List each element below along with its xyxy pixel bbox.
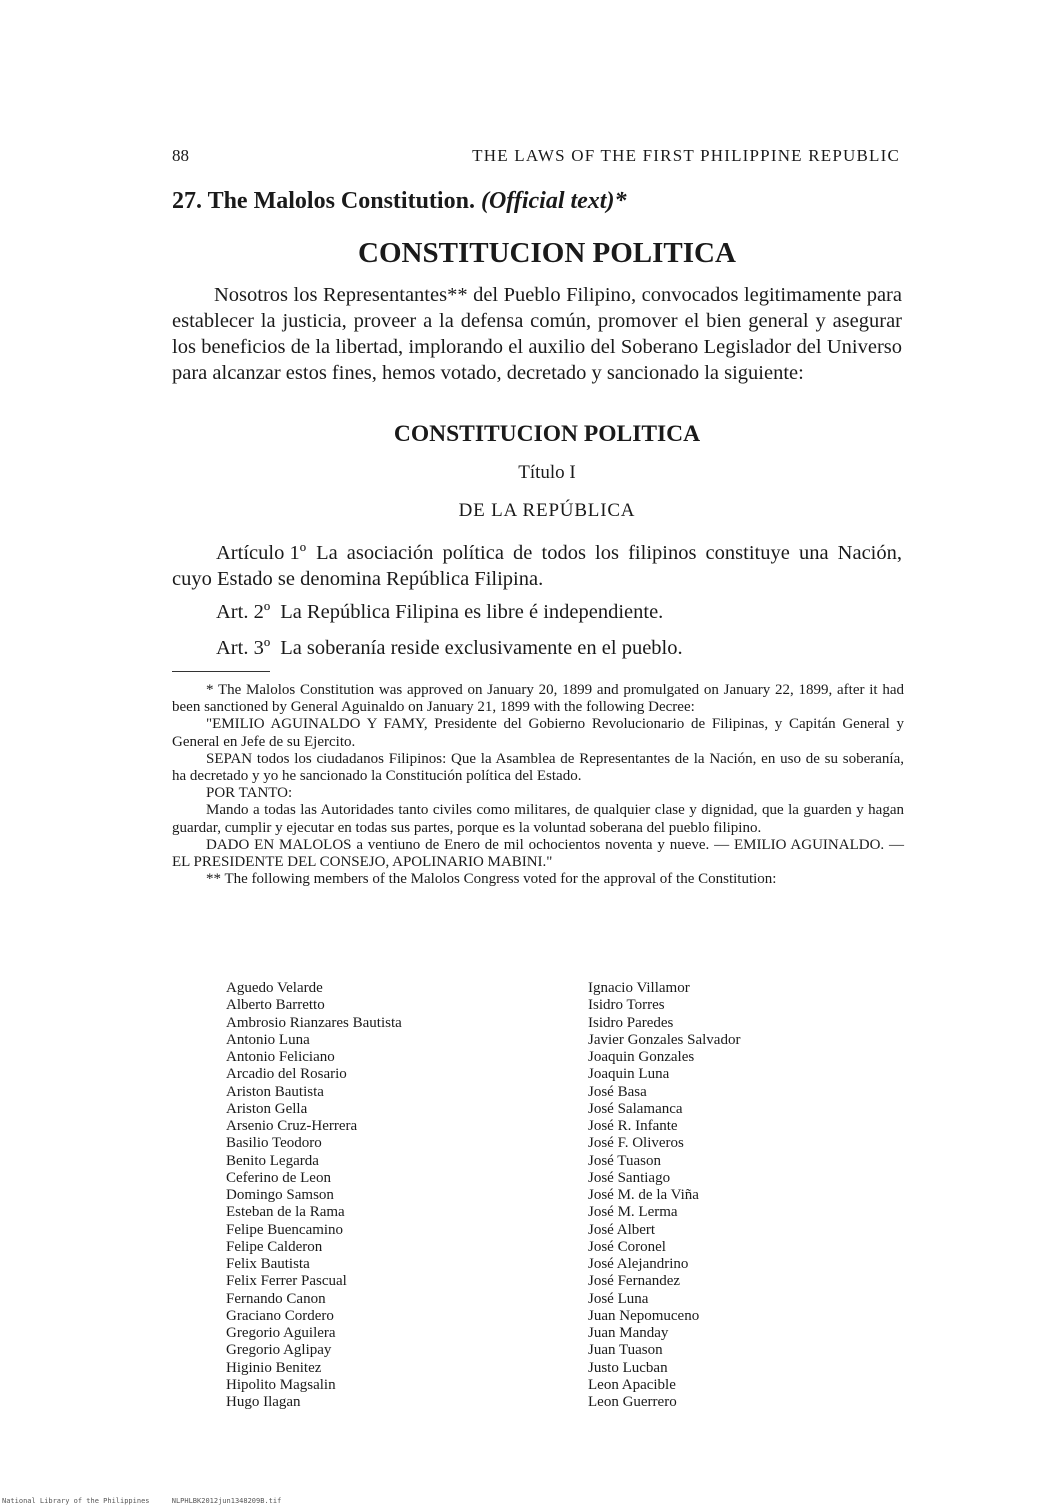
list-item: Gregorio Aguilera (226, 1325, 336, 1341)
list-item: José Fernandez (588, 1273, 681, 1290)
list-item: Felix Bautista (226, 1256, 310, 1272)
list-item: Hugo Ilagan (226, 1394, 301, 1410)
list-item: José R. Infante (588, 1118, 678, 1134)
list-item: Juan Nepomuceno (588, 1307, 700, 1324)
list-item: Benito Legarda (226, 1152, 319, 1169)
decree-dado: DADO EN MALOLOS a ventiuno de Enero de mil ochocientos noventa y nueve. — EMILIO AGUINALDO. — EL PRESIDENTE DEL CONSEJO, APOLINARIO MABINI." (172, 836, 904, 871)
title-official: (Official text)* (480, 188, 627, 214)
decree-heading: "EMILIO AGUINALDO Y FAMY, Presidente del Gobierno Revolucionario de Filipinas, y Capitán General y General en Jefe de su Ejercito. (172, 716, 904, 750)
list-item: José Santiago (588, 1169, 671, 1186)
footnote-1: * The Malolos Constitution was approved on January 20, 1899 and promulgated on January 22, 1899, after it had been sanctioned by General Aguinaldo on January 21, 1899 with the following Decree: (172, 682, 904, 716)
decree-mando: Mando a todas las Autoridades tanto civiles como militares, de qualquier clase y dignidad, que la guarden y hagan guardar, cumplir y ejecutar en todas sus partes, porque es la voluntad soberana del pueblo filipino. (172, 802, 904, 836)
list-item: José Tuason (588, 1152, 661, 1169)
scan-footer (2, 1497, 299, 1505)
list-item: Felipe Buencamino (226, 1221, 344, 1238)
list-item: Aguedo Velarde (226, 980, 323, 996)
list-item: Felix Ferrer Pascual (226, 1273, 347, 1290)
list-item: Joaquin Luna (588, 1066, 670, 1083)
titulo-name: DE LA REPÚBLICA (458, 500, 636, 521)
running-title: THE LAWS OF THE FIRST PHILIPPINE REPUBLIC (472, 146, 900, 165)
list-item: Ambrosio Rianzares Bautista (226, 1014, 402, 1031)
list-item: Ceferino de Leon (226, 1169, 331, 1186)
title-text: The Malolos Constitution. (207, 188, 475, 214)
titulo-label: Título I (518, 462, 576, 483)
article-2 (172, 599, 902, 625)
running-header (172, 146, 900, 168)
list-item: Graciano Cordero (226, 1307, 334, 1324)
list-item: José Salamanca (588, 1100, 683, 1117)
preamble: Nosotros los Representantes** del Pueblo Filipino, convocados legitimamente para establecer la justicia, proveer a la defensa común, promover el bien general y asegurar los beneficios de la libertad, implorando el auxilio del Soberano Legislador del Universo para alcanzar estos fines, hemos votado, decretado y sancionado la siguiente: (172, 284, 902, 384)
list-item: José Coronel (588, 1238, 666, 1255)
list-item: José Albert (588, 1221, 656, 1238)
list-item: Juan Manday (588, 1325, 669, 1341)
scan-file: NLPHLBK2012jun1348209B.tif (171, 1497, 282, 1505)
article-3-label: Art. 3º (216, 637, 271, 659)
list-item: José Luna (588, 1290, 649, 1307)
list-item: Leon Apacible (588, 1376, 676, 1393)
members-column-right (588, 980, 878, 1411)
list-item: José F. Oliveros (588, 1135, 684, 1152)
list-item: Alberto Barretto (226, 997, 325, 1014)
list-item: José Basa (588, 1083, 647, 1100)
list-item: Domingo Samson (226, 1187, 334, 1203)
list-item: Higinio Benitez (226, 1359, 322, 1376)
list-item: Antonio Luna (226, 1031, 310, 1048)
title-number: 27. (172, 188, 202, 214)
list-item: Justo Lucban (588, 1359, 668, 1376)
list-item: Ignacio Villamor (588, 980, 690, 996)
footnote-2: ** The following members of the Malolos Congress voted for the approval of the Constitution: (206, 871, 777, 888)
list-item: José Alejandrino (588, 1256, 689, 1272)
footnote-divider (172, 671, 270, 672)
list-item: Antonio Feliciano (226, 1049, 335, 1065)
list-item: José M. de la Viña (588, 1187, 699, 1203)
sub-heading: CONSTITUCION POLITICA (393, 421, 701, 447)
list-item: Leon Guerrero (588, 1394, 677, 1410)
decree-por-tanto: POR TANTO: (206, 785, 293, 802)
article-1-label: Artículo 1º (216, 542, 307, 564)
list-item: Isidro Torres (588, 997, 665, 1014)
decree-sepan: SEPAN todos los ciudadanos Filipinos: Que la Asamblea de Representantes de la Nación, en uso de su soberanía, ha decretado y yo he sancionado la Constitución política del Estado. (172, 750, 904, 785)
footnotes (172, 682, 904, 888)
list-item: Isidro Paredes (588, 1014, 674, 1031)
list-item: José M. Lerma (588, 1204, 678, 1221)
article-1-text: La asociación política de todos los filipinos constituye una Nación, cuyo Estado se denomina República Filipina. (172, 542, 902, 590)
article-1 (172, 540, 902, 592)
list-item: Esteban de la Rama (226, 1204, 345, 1221)
list-item: Ariston Bautista (226, 1083, 324, 1100)
article-3 (172, 635, 902, 661)
members-column-left (226, 980, 556, 1411)
list-item: Fernando Canon (226, 1290, 326, 1307)
article-2-text: La República Filipina es libre é independiente. (280, 601, 664, 623)
list-item: Arsenio Cruz-Herrera (226, 1118, 358, 1134)
list-item: Juan Tuason (588, 1342, 663, 1359)
list-item: Gregorio Aglipay (226, 1342, 332, 1359)
list-item: Felipe Calderon (226, 1238, 323, 1255)
document-title (172, 188, 626, 215)
list-item: Basilio Teodoro (226, 1135, 322, 1152)
list-item: Hipolito Magsalin (226, 1376, 336, 1393)
article-3-text: La soberanía reside exclusivamente en el pueblo. (280, 637, 683, 659)
page-number: 88 (172, 146, 189, 165)
main-heading: CONSTITUCION POLITICA (358, 237, 736, 269)
list-item: Javier Gonzales Salvador (588, 1031, 741, 1048)
list-item: Joaquin Gonzales (588, 1049, 695, 1065)
article-2-label: Art. 2º (216, 601, 271, 623)
list-item: Arcadio del Rosario (226, 1066, 347, 1083)
list-item: Ariston Gella (226, 1100, 308, 1117)
scan-library: National Library of the Philippines (2, 1497, 150, 1505)
